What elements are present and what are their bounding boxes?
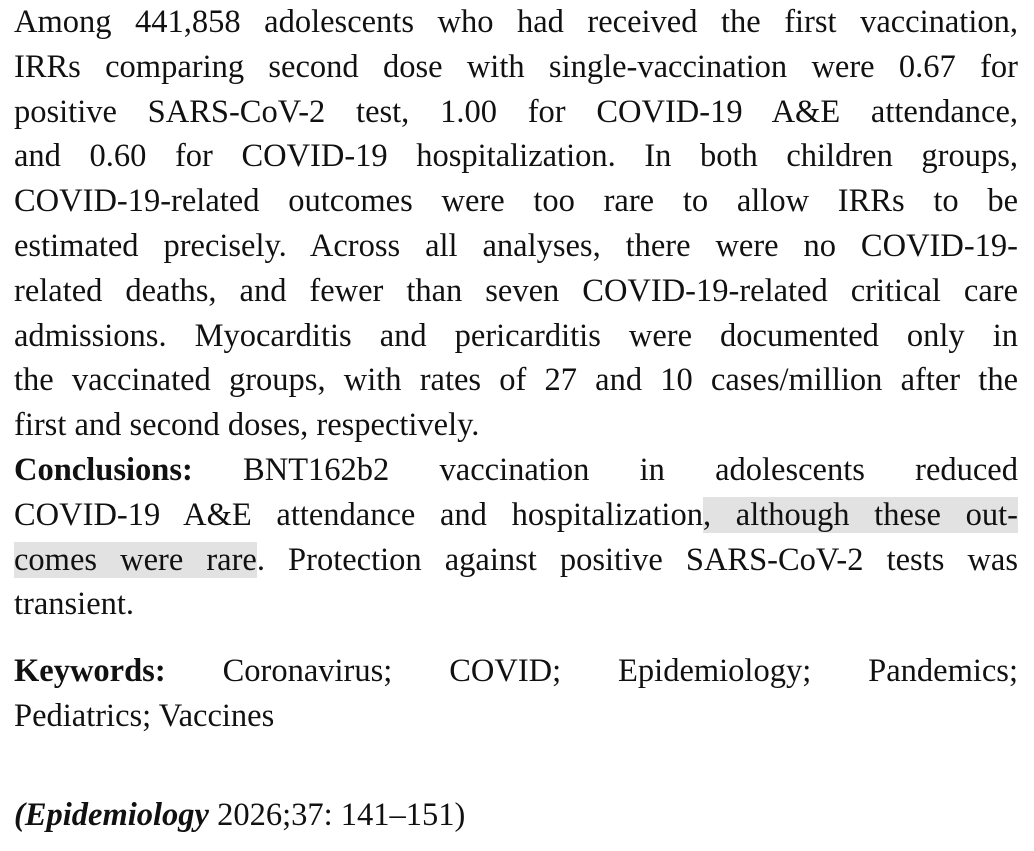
- text-line: the vaccinated groups, with rates of 27 and 10 cases/million after the: [14, 362, 1018, 399]
- citation: [14, 793, 1018, 838]
- abstract-page: [14, 0, 1018, 838]
- keywords-line: [14, 649, 1018, 694]
- text-line: estimated precisely. Across all analyses, there were no COVID-19-: [14, 227, 1018, 264]
- keywords-label: Keywords:: [14, 653, 166, 690]
- keywords-paragraph: [14, 649, 1018, 739]
- conclusions-line: transient.: [14, 586, 135, 623]
- conclusions-paragraph: [14, 448, 1018, 627]
- conclusions-text: BNT162b2 vaccination in adolescents reduced: [192, 451, 1018, 488]
- text-line: Among 441,858 adolescents who had received the first vaccination,: [14, 4, 1018, 40]
- highlighted-text[interactable]: comes were rare: [14, 541, 257, 578]
- citation-details: 2026;37: 141–151): [208, 796, 466, 833]
- highlighted-text[interactable]: , although these out-: [702, 496, 1018, 533]
- text-line: related deaths, and fewer than seven COVID-19-related critical care: [14, 272, 1018, 309]
- results-paragraph: [14, 0, 1018, 448]
- text-line: admissions. Myocarditis and pericarditis were documented only in: [14, 317, 1018, 354]
- citation-open-paren: (: [14, 796, 25, 833]
- keywords-line: Pediatrics; Vaccines: [14, 697, 275, 734]
- conclusions-line: [14, 538, 1018, 583]
- conclusions-text: COVID-19 A&E attendance and hospitalization: [14, 496, 703, 533]
- keywords-text: Coronavirus; COVID; Epidemiology; Pandemics;: [165, 653, 1018, 690]
- text-line: IRRs comparing second dose with single-vaccination were 0.67 for: [14, 48, 1018, 85]
- text-line: COVID-19-related outcomes were too rare to allow IRRs to be: [14, 183, 1018, 220]
- conclusions-label: Conclusions:: [14, 451, 193, 488]
- text-line: positive SARS-CoV-2 test, 1.00 for COVID-19 A&E attendance,: [14, 93, 1018, 130]
- journal-name: Epidemiology: [24, 796, 209, 833]
- text-line: first and second doses, respectively.: [14, 407, 480, 444]
- text-line: and 0.60 for COVID-19 hospitalization. In both children groups,: [14, 138, 1018, 175]
- conclusions-line: [14, 493, 1018, 538]
- conclusions-text: . Protection against positive SARS-CoV-2 tests was: [256, 541, 1018, 578]
- citation-line: [14, 793, 1018, 838]
- conclusions-line: [14, 448, 1018, 493]
